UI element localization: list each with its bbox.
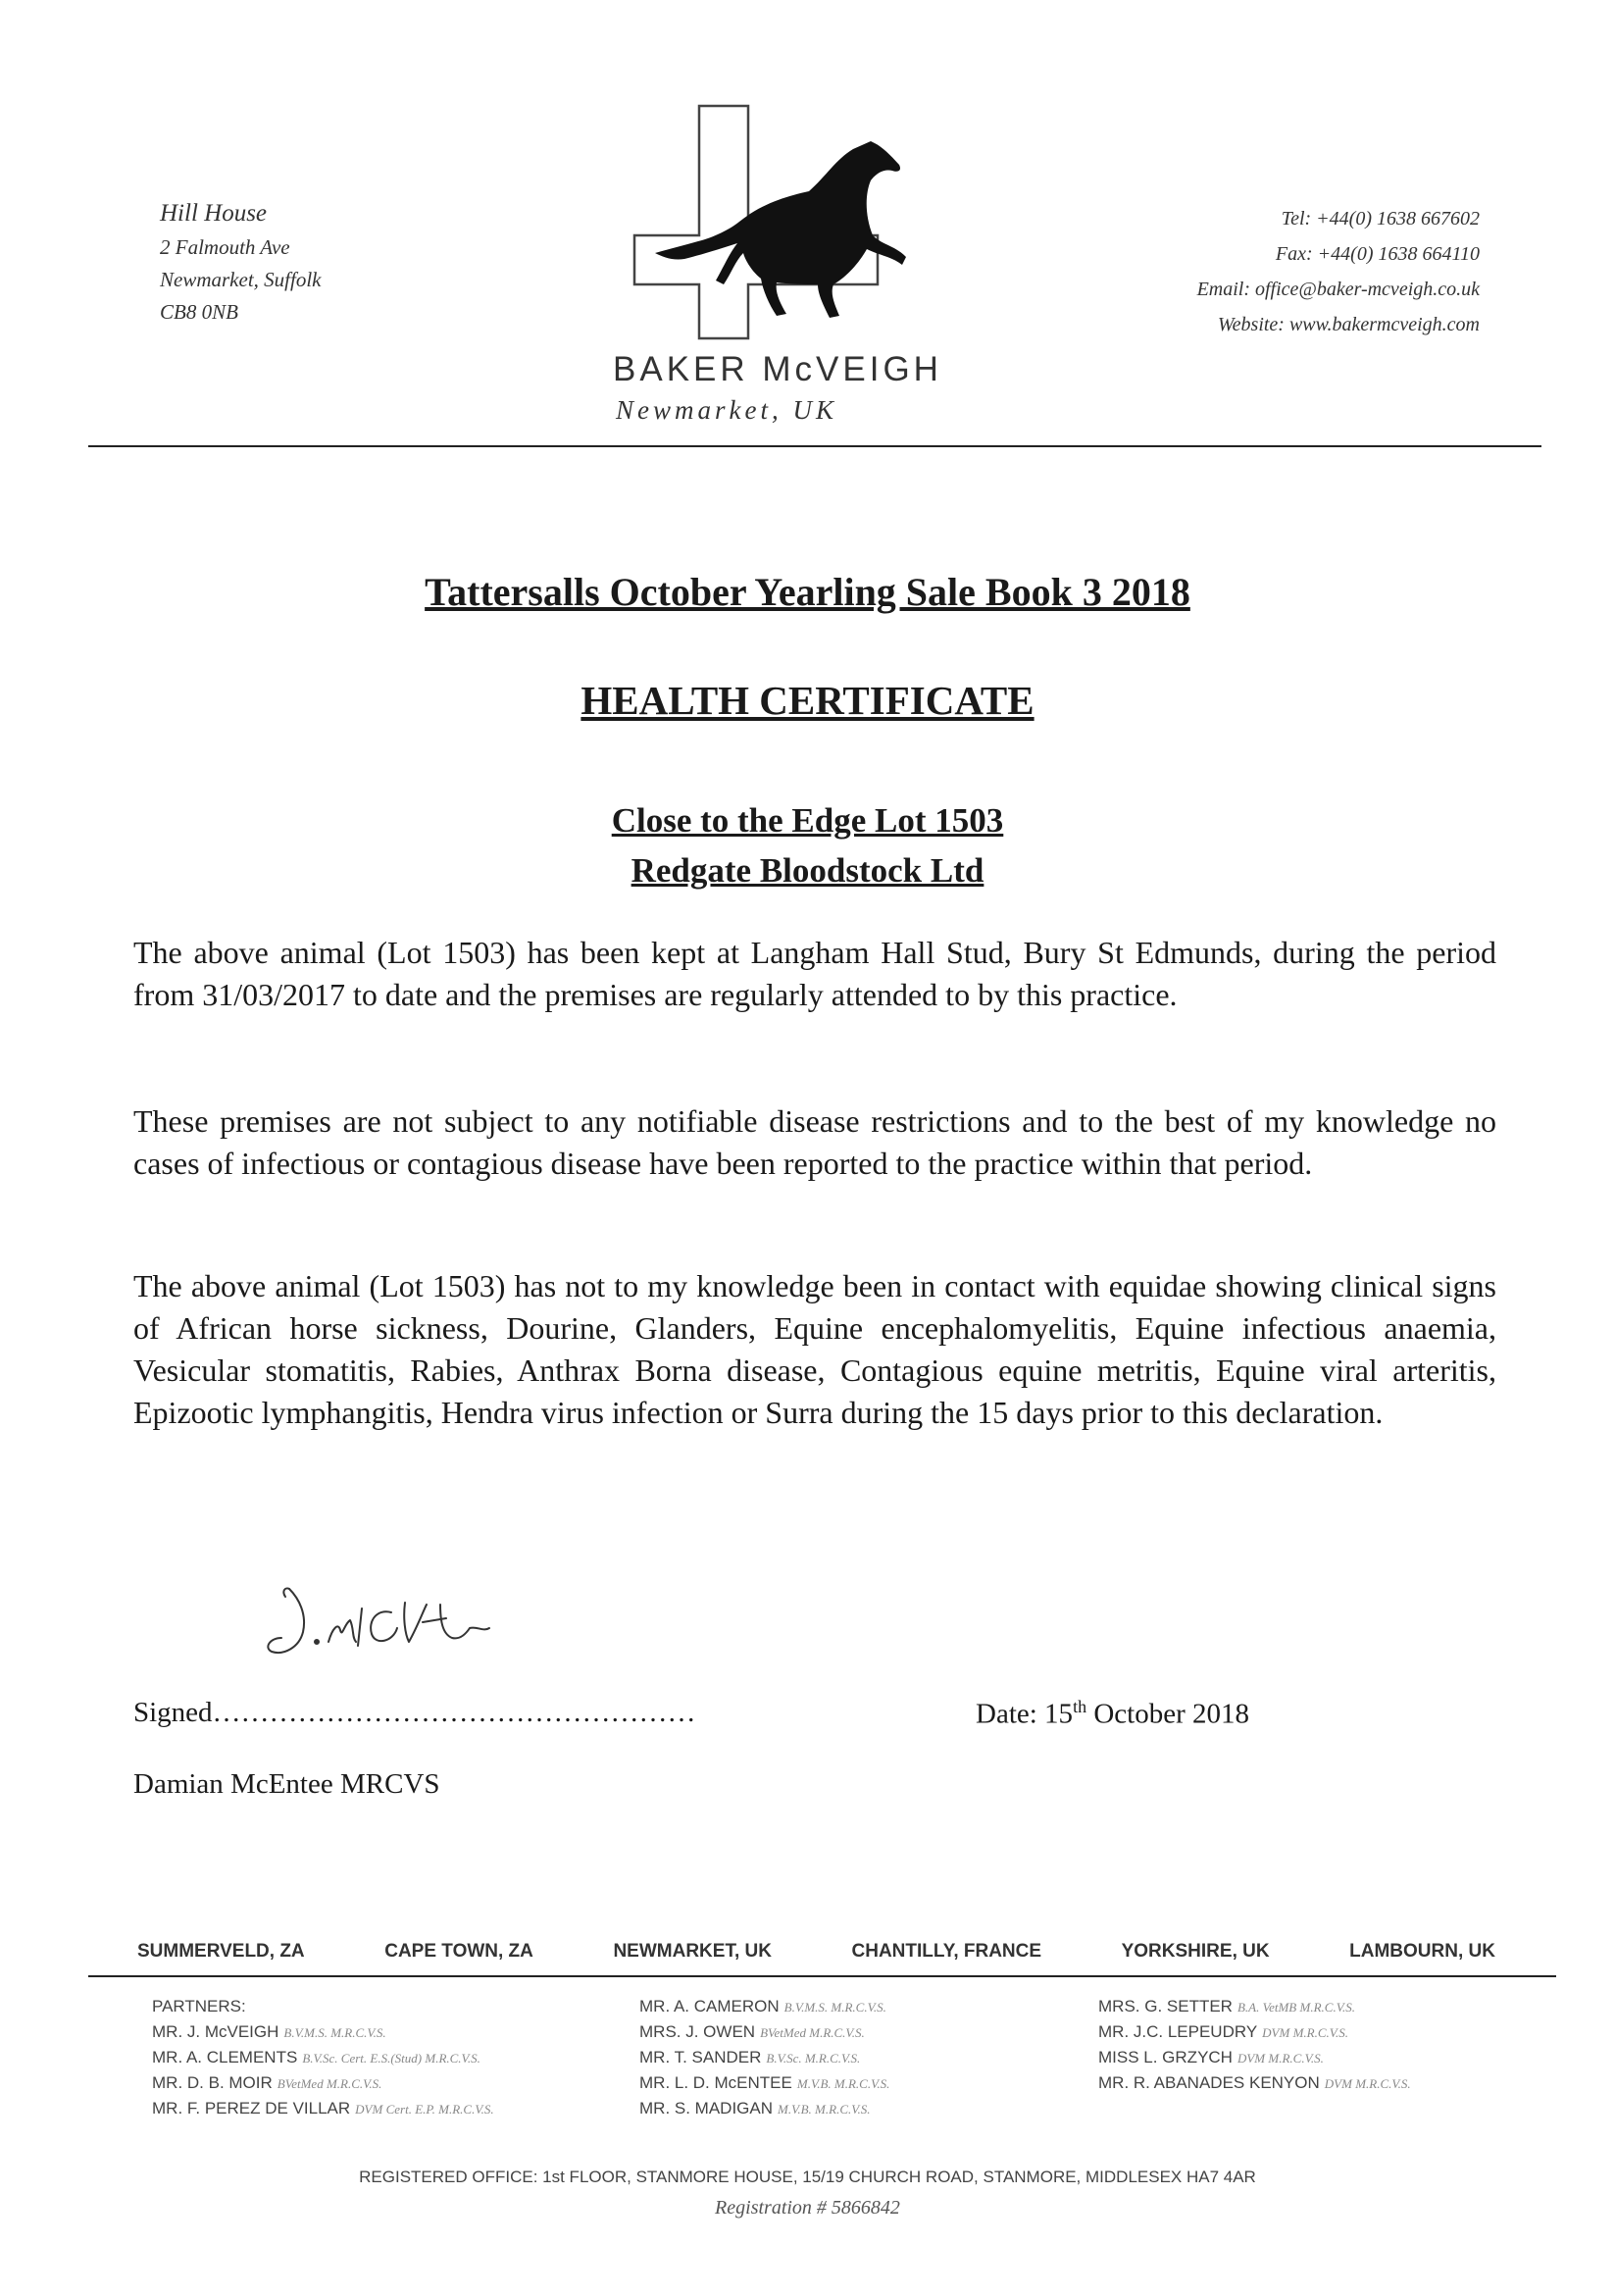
registered-office: REGISTERED OFFICE: 1st FLOOR, STANMORE HOUSE, 15/19 CHURCH ROAD, STANMORE, MIDDLESEX HA7 4AR (359, 2168, 1256, 2186)
partner-name: MR. A. CLEMENTS (152, 2048, 298, 2066)
date-month-year: October 2018 (1086, 1698, 1249, 1730)
address-line: Newmarket, Suffolk (160, 268, 322, 291)
location-item: YORKSHIRE, UK (1121, 1941, 1270, 1962)
partner-name: PARTNERS: (152, 1997, 246, 2015)
partner-entry (1098, 2045, 1411, 2070)
partner-entry (639, 2019, 889, 2045)
partner-name: MR. J.C. LEPEUDRY (1098, 2022, 1258, 2041)
partner-qualifications: B.V.M.S. M.R.C.V.S. (283, 2025, 386, 2040)
partners-column (1098, 1994, 1411, 2096)
location-item: CHANTILLY, FRANCE (851, 1941, 1042, 1962)
partner-qualifications: B.V.Sc. Cert. E.S.(Stud) M.R.C.V.S. (302, 2051, 480, 2066)
practice-contacts (1197, 208, 1480, 349)
footer-divider (88, 1975, 1556, 1977)
partner-entry (152, 2019, 494, 2045)
partner-entry (1098, 2070, 1411, 2096)
partner-qualifications: DVM M.R.C.V.S. (1236, 2051, 1324, 2066)
partner-entry (1098, 2019, 1411, 2045)
partner-entry (639, 2096, 889, 2121)
partner-name: MR. L. D. McENTEE (639, 2073, 792, 2092)
partner-entry (639, 2070, 889, 2096)
logo-subtitle: Newmarket, UK (616, 395, 837, 425)
partner-qualifications: B.V.Sc. M.R.C.V.S. (766, 2051, 861, 2066)
partner-qualifications: DVM M.R.C.V.S. (1262, 2025, 1349, 2040)
letterhead-divider (88, 445, 1541, 447)
body-paragraph: These premises are not subject to any notifiable disease restrictions and to the best of my knowledge no cases of infectious or contagious disease have been reported to the practice within that period. (133, 1103, 1496, 1181)
partner-name: MR. J. McVEIGH (152, 2022, 279, 2041)
partners-column (152, 1994, 494, 2121)
handwritten-signature (260, 1569, 574, 1677)
partner-qualifications: B.A. VetMB M.R.C.V.S. (1236, 2000, 1355, 2015)
partner-name: MR. R. ABANADES KENYON (1098, 2073, 1320, 2092)
practice-address (160, 201, 321, 334)
partner-qualifications: BVetMed M.R.C.V.S. (277, 2076, 382, 2091)
partner-entry (639, 2045, 889, 2070)
lot-title: Close to the Edge Lot 1503 (611, 801, 1004, 840)
location-item: LAMBOURN, UK (1349, 1941, 1495, 1962)
partner-name: MR. A. CAMERON (639, 1997, 780, 2015)
partner-qualifications: M.V.B. M.R.C.V.S. (796, 2076, 890, 2091)
body-paragraph: The above animal (Lot 1503) has been kept at Langham Hall Stud, Bury St Edmunds, during the period from 31/03/2017 to date and the premises are regularly attended to by this practice. (133, 935, 1496, 1012)
partner-entry (152, 2096, 494, 2121)
partner-entry (1098, 1994, 1411, 2019)
partner-name: MRS. J. OWEN (639, 2022, 756, 2041)
phone-number: Tel: +44(0) 1638 667602 (1281, 208, 1480, 230)
location-item: NEWMARKET, UK (613, 1941, 772, 1962)
email-address: Email: office@baker-mcveigh.co.uk (1196, 279, 1480, 300)
partner-name: MR. F. PEREZ DE VILLAR (152, 2099, 351, 2117)
address-line: Hill House (160, 200, 268, 227)
partner-entry (639, 1994, 889, 2019)
date-day: Date: 15 (976, 1698, 1074, 1730)
date-line (976, 1697, 1249, 1731)
partner-name: MISS L. GRZYCH (1098, 2048, 1233, 2066)
partner-qualifications: BVetMed M.R.C.V.S. (760, 2025, 865, 2040)
partner-entry (152, 2070, 494, 2096)
partners-column (639, 1994, 889, 2121)
partner-name: MR. T. SANDER (639, 2048, 762, 2066)
signed-line: Signed…………………………………………… (133, 1697, 696, 1728)
partner-name: MR. D. B. MOIR (152, 2073, 273, 2092)
partner-entry (152, 1994, 494, 2019)
office-locations (137, 1941, 1495, 1963)
partner-name: MRS. G. SETTER (1098, 1997, 1233, 2015)
fax-number: Fax: +44(0) 1638 664110 (1275, 243, 1480, 265)
location-item: SUMMERVELD, ZA (137, 1941, 305, 1962)
partner-entry (152, 2045, 494, 2070)
registration-number: Registration # 5866842 (715, 2197, 900, 2219)
body-paragraph: The above animal (Lot 1503) has not to my knowledge been in contact with equidae showing clinical signs of African horse sickness, Dourine, Glanders, Equine encephalomyelitis, Equine infectious anaemia, Vesicular stomatitis, Rabies, Anthrax Borna disease, Contagious equine metritis, Equine viral arteritis, Epizootic lymphangitis, Hendra virus infection or Surra during the 15 days prior to this declaration. (133, 1268, 1496, 1430)
logo-wordmark: BAKER McVEIGH (613, 350, 942, 388)
signer-name: Damian McEntee MRCVS (133, 1768, 440, 1800)
date-ordinal: th (1073, 1697, 1087, 1716)
website-address: Website: www.bakermcveigh.com (1217, 314, 1480, 335)
certificate-title: HEALTH CERTIFICATE (580, 678, 1035, 723)
address-line: 2 Falmouth Ave (160, 235, 290, 259)
sale-title: Tattersalls October Yearling Sale Book 3 2018 (425, 570, 1190, 614)
address-line: CB8 0NB (160, 300, 238, 324)
partner-qualifications: DVM Cert. E.P. M.R.C.V.S. (355, 2102, 494, 2117)
partner-name: MR. S. MADIGAN (639, 2099, 774, 2117)
vendor-title: Redgate Bloodstock Ltd (631, 851, 984, 890)
partner-qualifications: B.V.M.S. M.R.C.V.S. (783, 2000, 886, 2015)
location-item: CAPE TOWN, ZA (384, 1941, 533, 1962)
partner-qualifications: M.V.B. M.R.C.V.S. (778, 2102, 871, 2117)
partner-qualifications: DVM M.R.C.V.S. (1324, 2076, 1411, 2091)
